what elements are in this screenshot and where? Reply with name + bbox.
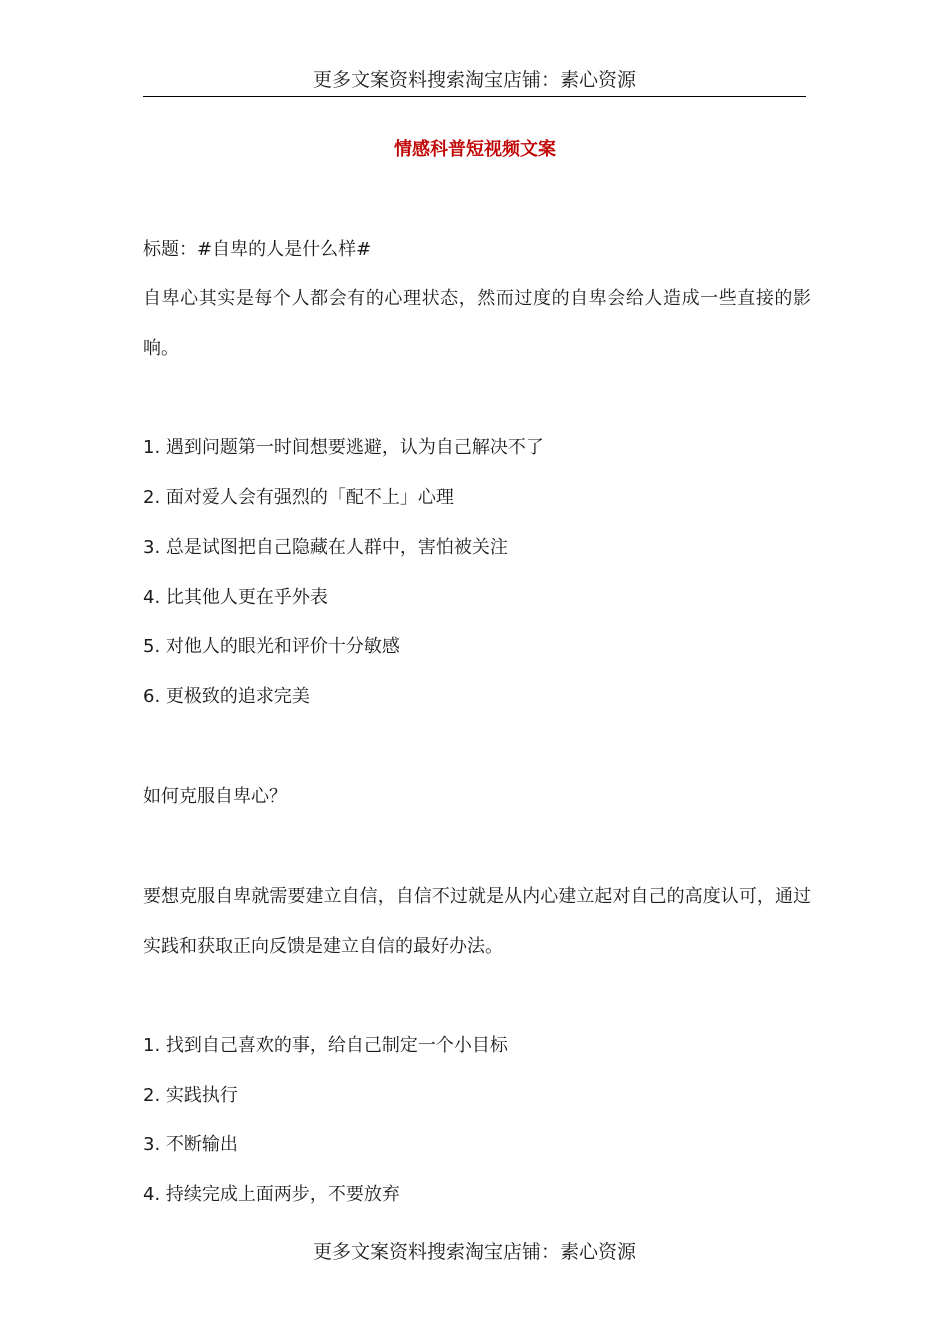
page-footer: 更多文案资料搜索淘宝店铺：素心资源 bbox=[312, 1241, 636, 1263]
intro-paragraph: 自卑心其实是每个人都会有的心理状态，然而过度的自卑会给人造成一些直接的影响。 bbox=[143, 288, 811, 359]
trait-item: 4. 比其他人更在乎外表 bbox=[143, 587, 328, 608]
trait-item: 3. 总是试图把自己隐藏在人群中，害怕被关注 bbox=[143, 537, 508, 558]
trait-item: 5. 对他人的眼光和评价十分敏感 bbox=[143, 636, 400, 657]
step-item: 3. 不断输出 bbox=[143, 1134, 238, 1155]
trait-item: 1. 遇到问题第一时间想要逃避，认为自己解决不了 bbox=[143, 437, 544, 458]
step-item: 4. 持续完成上面两步，不要放弃 bbox=[143, 1184, 400, 1205]
answer-paragraph: 要想克服自卑就需要建立自信，自信不过就是从内心建立起对自己的高度认可，通过实践和获取正向反馈是建立自信的最好办法。 bbox=[143, 886, 811, 957]
step-item: 1. 找到自己喜欢的事，给自己制定一个小目标 bbox=[143, 1035, 508, 1056]
document-title: 情感科普短视频文案 bbox=[394, 139, 556, 160]
question-heading: 如何克服自卑心？ bbox=[143, 786, 287, 807]
page-header: 更多文案资料搜索淘宝店铺：素心资源 bbox=[143, 66, 806, 97]
trait-item: 6. 更极致的追求完美 bbox=[143, 686, 310, 707]
trait-item: 2. 面对爱人会有强烈的「配不上」心理 bbox=[143, 487, 454, 508]
step-item: 2. 实践执行 bbox=[143, 1085, 238, 1106]
topic-line: 标题：#自卑的人是什么样# bbox=[143, 239, 372, 260]
